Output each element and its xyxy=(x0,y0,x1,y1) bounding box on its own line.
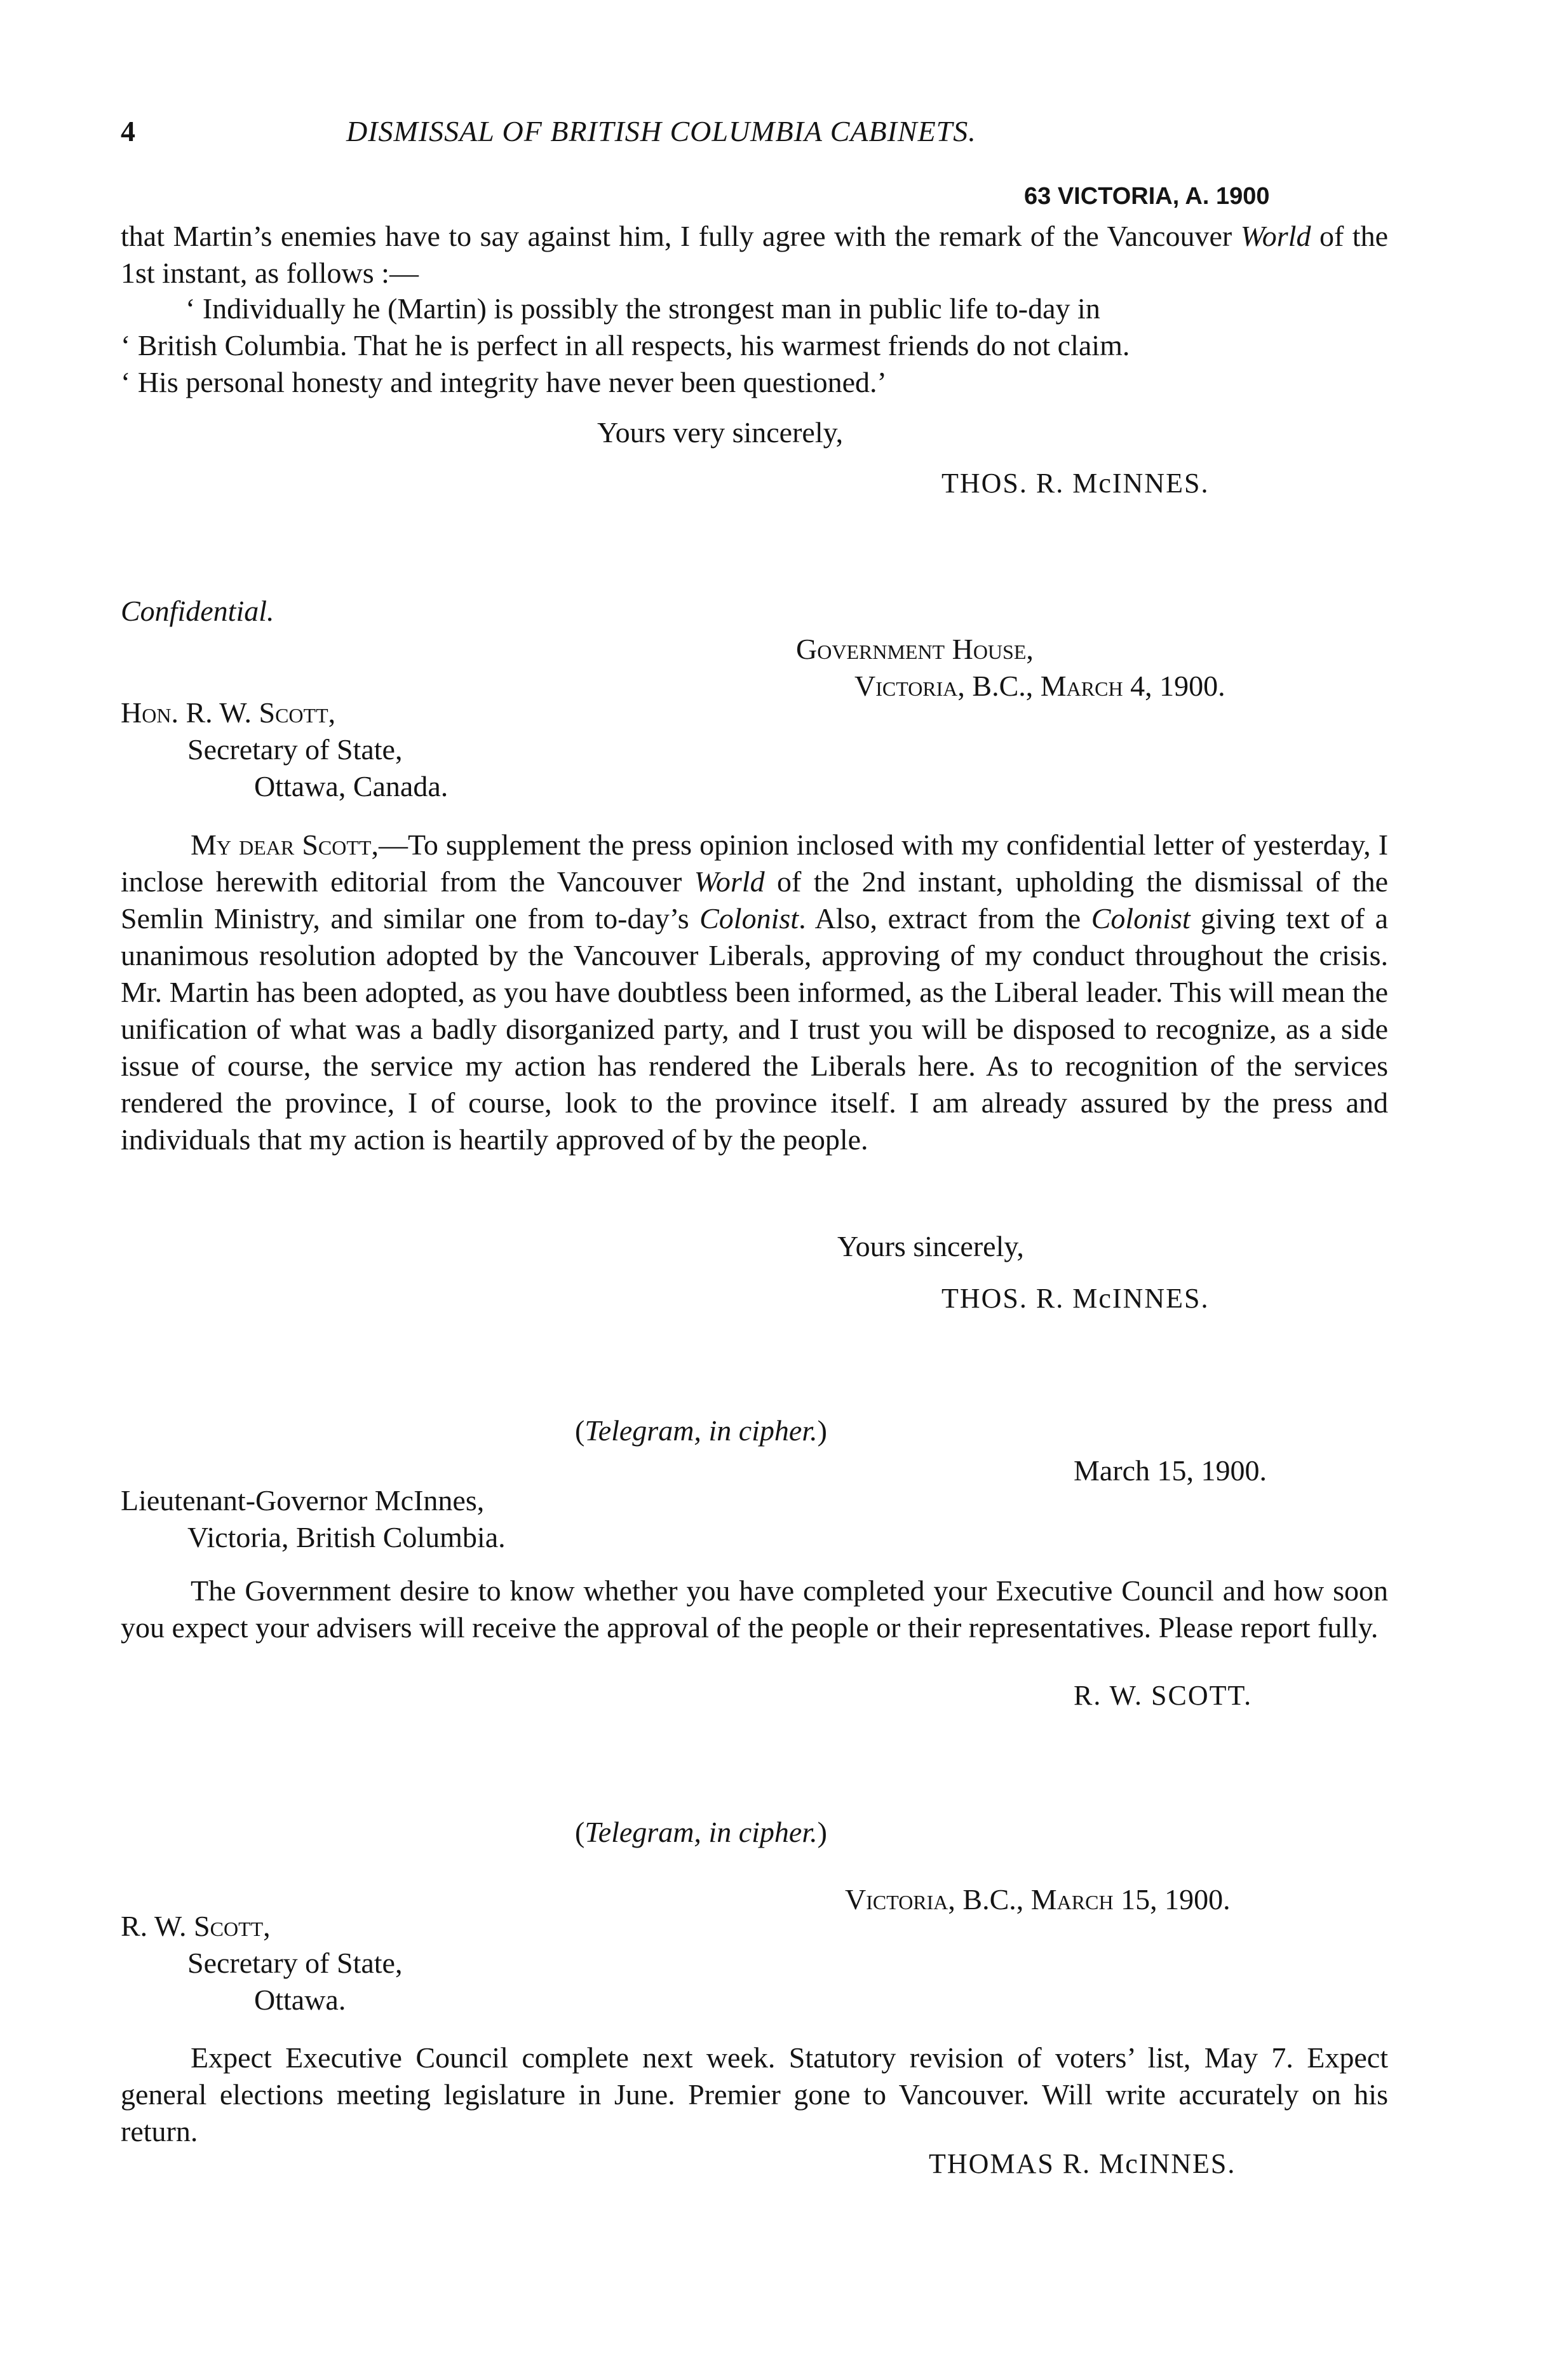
session-label: 63 VICTORIA, A. 1900 xyxy=(1024,183,1270,210)
letter1-closing: Yours very sincerely, xyxy=(597,416,844,449)
letter2-salutation: My dear Scott, xyxy=(191,828,379,861)
letter1-text-before: that Martin’s enemies have to say against him, I fully agree with the remark of the Vancouver xyxy=(121,220,1241,252)
telegram1-addressee-2: Victoria, British Columbia. xyxy=(187,1521,506,1553)
telegram2-from-date: Victoria, B.C., March 15, 1900. xyxy=(845,1883,1231,1916)
telegram1-signature: R. W. SCOTT. xyxy=(1074,1680,1253,1711)
letter1-body xyxy=(121,218,1388,292)
letter2-addressee-1: Hon. R. W. Scott, xyxy=(121,696,336,729)
confidential-marking: Confidential. xyxy=(121,595,274,627)
quote-line-1: ‘ Individually he (Martin) is possibly the strongest man in public life to-day in xyxy=(186,292,1100,325)
telegram2-body: Expect Executive Council complete next week. Statutory revision of voters’ list, May 7. Expect general elections meeting legislature in June. Premier gone to Vancouver. Will write accurately on his return. xyxy=(121,2041,1388,2147)
page-number: 4 xyxy=(121,115,135,147)
telegram2-addressee-2: Secretary of State, xyxy=(187,1947,403,1979)
quote-line-2: ‘ British Columbia. That he is perfect in all respects, his warmest friends do not claim. xyxy=(121,329,1130,362)
letter2-addressee-3: Ottawa, Canada. xyxy=(254,770,449,802)
quote-line-3: ‘ His personal honesty and integrity have never been questioned.’ xyxy=(121,366,887,398)
letter2-from-line2: Victoria, B.C., March 4, 1900. xyxy=(854,670,1225,702)
telegram1-addressee-1: Lieutenant-Governor McInnes, xyxy=(121,1484,485,1517)
letter1-paper: World xyxy=(1240,220,1311,252)
telegram1-date: March 15, 1900. xyxy=(1074,1454,1267,1487)
telegram1-body: The Government desire to know whether you have completed your Executive Council and how soon you expect your advisers will receive the approval of the people or their representatives. Please report fully. xyxy=(121,1574,1388,1644)
letter2-body: My dear Scott,—To supplement the press opinion inclosed with my confidential letter of yesterday, I inclose herewith editorial from the Vancouver World of the 2nd instant, upholding the dismissal of the Semlin Ministry, and similar one from to-day’s Colonist. Also, extract from the Colonist giving text of a unanimous resolution adopted by the Vancouver Liberals, approving of my conduct throughout the crisis. Mr. Martin has been adopted, as you have doubtless been informed, as the Liberal leader. This will mean the unification of what was a badly disorganized party, and I trust you will be disposed to recognize, as a side issue of course, the service my action has rendered the Liberals here. As to recognition of the services rendered the province, I of course, look to the province itself. I am already assured by the press and individuals that my action is heartily approved of by the people. xyxy=(121,828,1389,1156)
telegram2-addressee-3: Ottawa. xyxy=(254,1984,346,2016)
letter1-signature: THOS. R. McINNES. xyxy=(941,468,1210,499)
telegram2-signature: THOMAS R. McINNES. xyxy=(929,2148,1236,2179)
letter2-closing: Yours sincerely, xyxy=(837,1230,1024,1262)
letter2-from-line1: Government House, xyxy=(796,633,1034,665)
letter2-signature: THOS. R. McINNES. xyxy=(941,1283,1210,1314)
letter1-text-after: of the 1st instant, as follows :— xyxy=(121,220,1388,289)
telegram1-heading: (Telegram, in cipher.) xyxy=(575,1414,827,1447)
telegram2-heading: (Telegram, in cipher.) xyxy=(575,1816,827,1848)
telegram2-addressee-1: R. W. Scott, xyxy=(121,1910,271,1942)
running-title: DISMISSAL OF BRITISH COLUMBIA CABINETS. xyxy=(346,115,976,147)
letter2-addressee-2: Secretary of State, xyxy=(187,733,403,766)
